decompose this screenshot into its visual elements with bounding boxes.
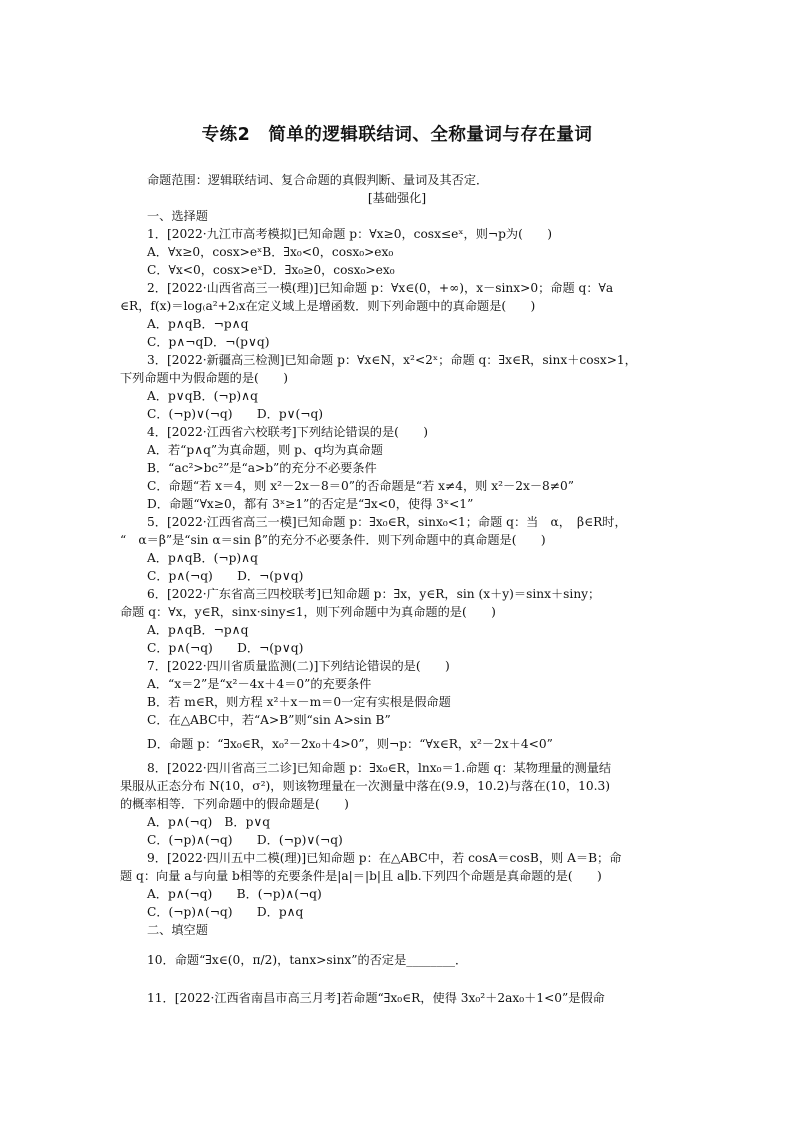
page-title: 专练2 简单的逻辑联结词、全称量词与存在量词 xyxy=(201,125,593,145)
question-7-option-a: A．“x＝2”是“x²－4x＋4＝0”的充要条件 xyxy=(147,677,372,691)
question-1-stem: 1．[2022·九江市高考模拟]已知命题 p：∀x≥0，cosx≤eˣ，则¬p为( ) xyxy=(147,227,552,241)
question-5-stem-line1: 5．[2022·江西省高三一模]已知命题 p：∃x₀∈R，sinx₀<1；命题 q：当 α， β∈R时， xyxy=(147,515,627,529)
question-7-option-b: B．若 m∈R，则方程 x²＋x－m＝0一定有实根是假命题 xyxy=(147,695,451,709)
section-heading-basic: [基础强化] xyxy=(367,191,427,205)
question-2-options-ab: A．p∧qB．¬p∧q xyxy=(147,317,249,331)
question-5-stem-line2: “ α＝β”是“sin α＝sin β”的充分不必要条件．则下列命题中的真命题是( ) xyxy=(120,533,546,547)
question-4-option-c: C．命题“若 x＝4，则 x²－2x－8＝0”的否命题是“若 x≠4，则 x²－2x－8≠0” xyxy=(147,479,574,493)
section-heading-fill: 二、填空题 xyxy=(147,923,208,937)
question-9-options-ab: A．p∧(¬q) B．(¬p)∧(¬q) xyxy=(147,887,322,901)
question-3-options-cd: C．(¬p)∨(¬q) D．p∨(¬q) xyxy=(147,407,324,421)
question-3-options-ab: A．p∨qB．(¬p)∧q xyxy=(147,389,258,403)
question-8-options-ab: A．p∧(¬q) B．p∨q xyxy=(147,815,271,829)
question-5-options-ab: A．p∧qB．(¬p)∧q xyxy=(147,551,258,565)
question-9-options-cd: C．(¬p)∧(¬q) D．p∧q xyxy=(147,905,304,919)
question-1-options-cd: C．∀x<0，cosx>eˣD．∃x₀≥0，cosx₀>ex₀ xyxy=(147,263,395,277)
question-3-stem-line1: 3．[2022·新疆高三检测]已知命题 p：∀x∈N，x²<2ˣ；命题 q：∃x∈R，sinx＋cosx>1， xyxy=(147,353,637,367)
question-1-options-ab: A．∀x≥0，cosx>eˣB．∃x₀<0，cosx₀>ex₀ xyxy=(147,245,394,259)
question-10: 10．命题“∃x∈(0，π/2)，tanx>sinx”的否定是________． xyxy=(147,953,468,967)
question-6-options-ab: A．p∧qB．¬p∧q xyxy=(147,623,249,637)
question-6-options-cd: C．p∧(¬q) D．¬(p∨q) xyxy=(147,641,304,655)
question-2-stem-line2: ∈R，f(x)＝log₍a²+2₎x在定义域上是增函数．则下列命题中的真命题是( ) xyxy=(120,299,536,313)
question-4-option-d: D．命题“∀x≥0，都有 3ˣ≥1”的否定是“∃x<0，使得 3ˣ<1” xyxy=(147,497,474,511)
question-2-options-cd: C．p∧¬qD．¬(p∨q) xyxy=(147,335,270,349)
question-5-options-cd: C．p∧(¬q) D．¬(p∨q) xyxy=(147,569,304,583)
question-2-stem-line1: 2．[2022·山西省高三一模(理)]已知命题 p：∀x∈(0，+∞)，x－sinx>0；命题 q：∀a xyxy=(147,281,614,295)
question-4-option-a: A．若“p∧q”为真命题，则 p、q均为真命题 xyxy=(147,443,383,457)
question-4-option-b: B．“ac²>bc²”是“a>b”的充分不必要条件 xyxy=(147,461,377,475)
section-heading-choice: 一、选择题 xyxy=(147,209,208,223)
question-7-stem: 7．[2022·四川省质量监测(二)]下列结论错误的是( ) xyxy=(147,659,450,673)
question-7-option-d: D．命题 p：“∃x₀∈R，x₀²－2x₀＋4>0”，则¬p：“∀x∈R，x²－2x＋4<0” xyxy=(147,737,553,751)
question-3-stem-line2: 下列命题中为假命题的是( ) xyxy=(120,371,288,385)
question-8-stem-line2: 果服从正态分布 N(10，σ²)，则该物理量在一次测量中落在(9.9，10.2)与落在(10，10.3) xyxy=(120,779,611,793)
question-4-stem: 4．[2022·江西省六校联考]下列结论错误的是( ) xyxy=(147,425,429,439)
question-8-stem-line1: 8．[2022·四川省高三二诊]已知命题 p：∃x₀∈R，lnx₀＝1.命题 q：某物理量的测量结 xyxy=(147,761,612,775)
question-11: 11．[2022·江西省南昌市高三月考]若命题“∃x₀∈R，使得 3x₀²＋2ax₀＋1<0”是假命 xyxy=(147,991,605,1005)
question-6-stem-line1: 6．[2022·广东省高三四校联考]已知命题 p：∃x，y∈R，sin (x＋y)＝sinx＋siny； xyxy=(147,587,601,601)
question-9-stem-line1: 9．[2022·四川五中二模(理)]已知命题 p：在△ABC中，若 cosA＝cosB，则 A＝B；命 xyxy=(147,851,622,865)
question-8-stem-line3: 的概率相等．下列命题中的假命题是( ) xyxy=(120,797,349,811)
question-6-stem-line2: 命题 q：∀x，y∈R，sinx·siny≤1，则下列命题中为真命题的是( ) xyxy=(120,605,496,619)
question-9-stem-line2: 题 q：向量 a与向量 b相等的充要条件是|a|＝|b|且 a∥b.下列四个命题是真命题的是( ) xyxy=(120,869,602,883)
question-7-option-c: C．在△ABC中，若“A>B”则“sin A>sin B” xyxy=(147,713,391,727)
question-8-options-cd: C．(¬p)∧(¬q) D．(¬p)∨(¬q) xyxy=(147,833,343,847)
scope-line: 命题范围：逻辑联结词、复合命题的真假判断、量词及其否定． xyxy=(147,173,489,187)
